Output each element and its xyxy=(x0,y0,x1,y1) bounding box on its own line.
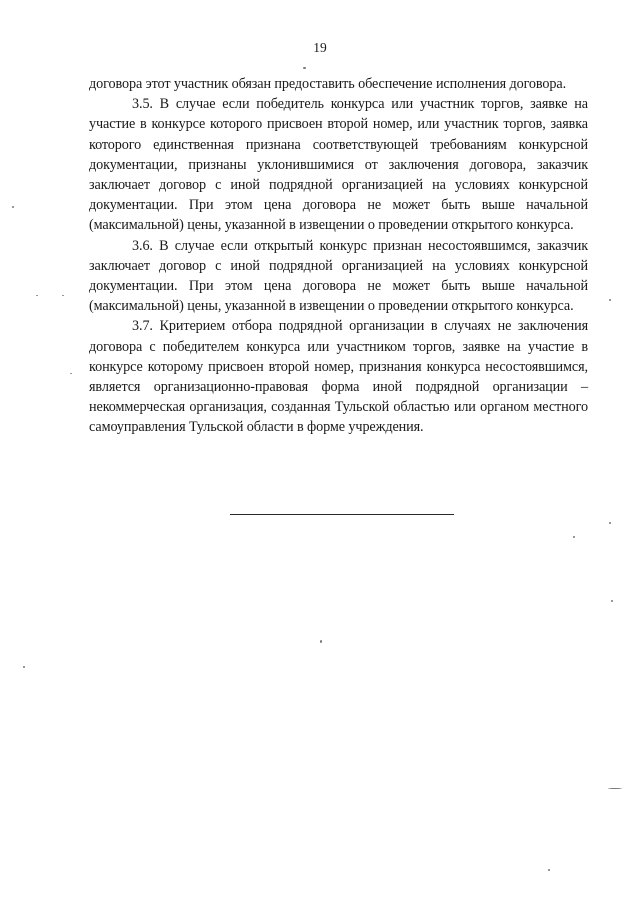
scan-speck xyxy=(12,206,14,208)
scan-speck xyxy=(548,869,550,871)
paragraph-clause-3-5: 3.5. В случае если победитель конкурса или участник торгов, заявке на участие в конкурсе которого присвоен второй номер, или участник торгов, заявка которого единственная признана соответствующей требованиям конкурсной документации, признаны уклонившимися от заключения договора, заказчик заключает договор с иной подрядной организацией на условиях конкурсной документации. При этом цена договора не может быть выше начальной (максимальной) цены, указанной в извещении о проведении открытого конкурса. xyxy=(89,96,588,234)
scan-speck xyxy=(36,295,38,296)
scan-speck xyxy=(608,788,622,789)
closing-divider-line xyxy=(230,514,454,515)
scan-speck xyxy=(303,67,306,69)
scan-speck xyxy=(573,536,575,538)
paragraph-continuation: договора этот участник обязан предоставить обеспечение исполнения договора. xyxy=(89,76,567,92)
page-number: 19 xyxy=(313,40,327,55)
paragraph-clause-3-6: 3.6. В случае если открытый конкурс признан несостоявшимся, заказчик заключает договор с иной подрядной организацией на условиях конкурсной документации. При этом цена договора не может быть выше начальной (максимальной) цены, указанной в извещении о проведении открытого конкурса. xyxy=(89,237,588,315)
paragraph-clause-3-7: 3.7. Критерием отбора подрядной организации в случаях не заключения договора с победителем конкурса или участником торгов, заявке на участие в конкурсе которому присвоен второй номер, признания конкурса несостоявшимся, является организационно-правовая форма иной подрядной организации – некоммерческая организация, созданная Тульской областью или органом местного самоуправления Тульской области в форме учреждения. xyxy=(89,318,588,436)
scan-speck xyxy=(70,373,72,374)
scan-speck xyxy=(62,295,64,296)
scan-speck xyxy=(609,522,611,524)
scan-speck xyxy=(609,299,611,301)
scan-speck xyxy=(320,640,322,643)
document-body xyxy=(89,74,588,438)
scan-speck xyxy=(23,666,25,668)
scan-speck xyxy=(611,600,613,602)
